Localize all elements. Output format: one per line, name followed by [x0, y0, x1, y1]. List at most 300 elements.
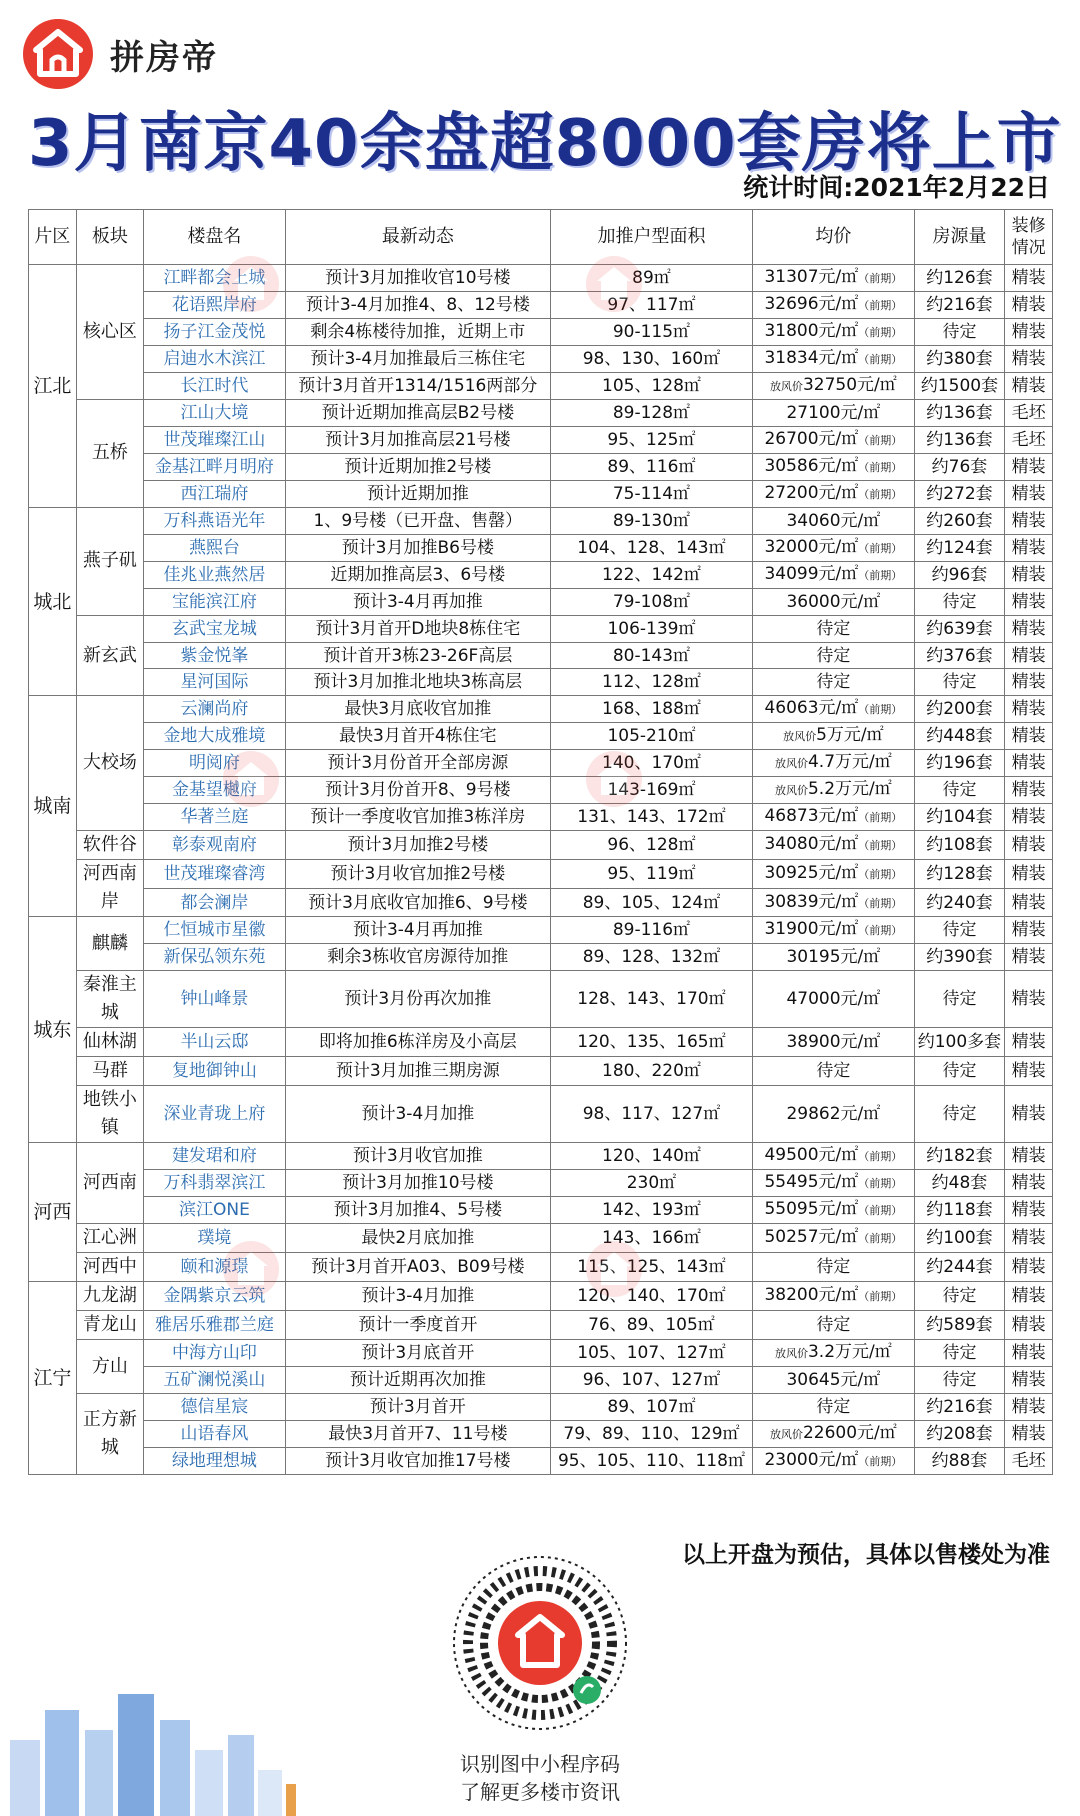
table-row: [29, 750, 1053, 777]
area-cell: 105、128㎡: [550, 373, 752, 400]
price-cell: [753, 1170, 915, 1197]
area-cell: 112、128㎡: [550, 669, 752, 696]
quantity-cell: 约200套: [914, 696, 1005, 723]
decoration-cell: 精装: [1005, 1197, 1053, 1224]
news-cell: 预计3月份首开8、9号楼: [285, 777, 550, 804]
table-row: [29, 265, 1053, 292]
block-cell: 方山: [76, 1340, 143, 1394]
news-cell: 即将加推6栋洋房及小高层: [285, 1028, 550, 1057]
price-cell: [753, 534, 915, 561]
price-value: 待定: [816, 1315, 851, 1336]
decoration-cell: 精装: [1005, 944, 1053, 971]
property-name-cell: 半山云邸: [144, 1028, 286, 1057]
price-value: 32000元/㎡: [764, 536, 859, 557]
block-cell: 大校场: [76, 696, 143, 831]
price-value: 待定: [816, 645, 851, 666]
price-value: 5.2万元/㎡: [807, 779, 892, 800]
price-value: 36000元/㎡: [786, 591, 881, 612]
price-cell: [753, 917, 915, 944]
table-row: [29, 534, 1053, 561]
area-cell: 95、119㎡: [550, 860, 752, 889]
decoration-cell: 精装: [1005, 373, 1053, 400]
news-cell: 最快2月底加推: [285, 1224, 550, 1253]
table-row: [29, 1028, 1053, 1057]
quantity-cell: 待定: [914, 588, 1005, 615]
block-cell: 软件谷: [76, 831, 143, 860]
decoration-cell: 精装: [1005, 1421, 1053, 1448]
quantity-cell: 约96套: [914, 561, 1005, 588]
table-row: [29, 1057, 1053, 1086]
district-cell: 城南: [29, 696, 77, 917]
news-cell: 预计一季度首开: [285, 1311, 550, 1340]
property-name-cell: 滨江ONE: [144, 1197, 286, 1224]
quantity-cell: 待定: [914, 917, 1005, 944]
decoration-cell: 精装: [1005, 1170, 1053, 1197]
decoration-cell: 精装: [1005, 971, 1053, 1028]
area-cell: 143-169㎡: [550, 777, 752, 804]
table-row: [29, 860, 1053, 889]
quantity-cell: 约136套: [914, 400, 1005, 427]
quantity-cell: 约108套: [914, 831, 1005, 860]
quantity-cell: 约196套: [914, 750, 1005, 777]
news-cell: 预计3月收官加推: [285, 1143, 550, 1170]
property-name-cell: 万科翡翠滨江: [144, 1170, 286, 1197]
price-value: 49500元/㎡: [764, 1145, 859, 1166]
decoration-cell: 精装: [1005, 1253, 1053, 1282]
news-cell: 预计3-4月再加推: [285, 917, 550, 944]
decoration-cell: 精装: [1005, 319, 1053, 346]
news-cell: 最快3月首开4栋住宅: [285, 723, 550, 750]
block-cell: 麒麟: [76, 917, 143, 971]
property-name-cell: 华著兰庭: [144, 804, 286, 831]
price-cell: [753, 480, 915, 507]
decoration-cell: 精装: [1005, 507, 1053, 534]
decoration-cell: 精装: [1005, 534, 1053, 561]
price-value: 待定: [816, 1257, 851, 1278]
price-note: （前期）: [858, 1232, 903, 1246]
price-cell: [753, 804, 915, 831]
quantity-cell: 约182套: [914, 1143, 1005, 1170]
table-row: [29, 777, 1053, 804]
area-cell: 95、125㎡: [550, 426, 752, 453]
price-value: 3.2万元/㎡: [807, 1342, 892, 1363]
price-cell: [753, 1448, 915, 1475]
price-cell: [753, 453, 915, 480]
table-row: [29, 426, 1053, 453]
property-name-cell: 金隅紫京云筑: [144, 1282, 286, 1311]
quantity-cell: 约124套: [914, 534, 1005, 561]
area-cell: 131、143、172㎡: [550, 804, 752, 831]
decoration-cell: 精装: [1005, 561, 1053, 588]
price-value: 47000元/㎡: [786, 989, 881, 1010]
page-title: 3月南京40余盘超8000套房将上市: [28, 107, 1062, 181]
decoration-cell: 精装: [1005, 453, 1053, 480]
decoration-cell: 精装: [1005, 292, 1053, 319]
table-row: [29, 1367, 1053, 1394]
price-cell: [753, 723, 915, 750]
price-value: 4.7万元/㎡: [807, 752, 892, 773]
price-value: 31307元/㎡: [764, 267, 859, 287]
price-cell: [753, 426, 915, 453]
qr-caption-1: 识别图中小程序码: [460, 1752, 620, 1776]
news-cell: 预计近期加推高层B2号楼: [285, 400, 550, 427]
price-value: 待定: [816, 1397, 851, 1418]
price-note: （前期）: [858, 568, 903, 582]
decoration-cell: 精装: [1005, 265, 1053, 292]
block-cell: 河西南岸: [76, 860, 143, 917]
quantity-cell: 约244套: [914, 1253, 1005, 1282]
table-row: [29, 1253, 1053, 1282]
price-cell: [753, 346, 915, 373]
decoration-cell: 精装: [1005, 804, 1053, 831]
table-row: [29, 696, 1053, 723]
table-row: [29, 831, 1053, 860]
quantity-cell: 约208套: [914, 1421, 1005, 1448]
price-note: （前期）: [858, 299, 903, 312]
news-cell: 预计3月份再次加推: [285, 971, 550, 1028]
news-cell: 预计3月首开1314/1516两部分: [285, 373, 550, 400]
price-cell: [753, 561, 915, 588]
price-value: 27200元/㎡: [764, 482, 859, 503]
watermark-house-icon: [222, 750, 280, 808]
news-cell: 预计3-4月加推最后三栋住宅: [285, 346, 550, 373]
district-cell: 城北: [29, 507, 77, 695]
quantity-cell: 约272套: [914, 480, 1005, 507]
area-cell: 98、130、160㎡: [550, 346, 752, 373]
price-value: 46873元/㎡: [764, 806, 859, 827]
area-cell: 80-143㎡: [550, 642, 752, 669]
property-name-cell: 建发珺和府: [144, 1143, 286, 1170]
property-name-cell: 宝能滨江府: [144, 588, 286, 615]
table-row: [29, 1282, 1053, 1311]
price-cell: [753, 1086, 915, 1143]
decoration-cell: 精装: [1005, 669, 1053, 696]
news-cell: 预计3月首开D地块8栋住宅: [285, 615, 550, 642]
area-cell: 120、140、170㎡: [550, 1282, 752, 1311]
property-name-cell: 世茂璀璨江山: [144, 426, 286, 453]
area-cell: 79-108㎡: [550, 588, 752, 615]
news-cell: 预计3月收官加推17号楼: [285, 1448, 550, 1475]
decoration-cell: 毛坯: [1005, 426, 1053, 453]
property-name-cell: 金基望樾府: [144, 777, 286, 804]
block-cell: 青龙山: [76, 1311, 143, 1340]
price-cell: [753, 860, 915, 889]
property-name-cell: 金地大成雅境: [144, 723, 286, 750]
property-name-cell: 紫金悦峯: [144, 642, 286, 669]
mini-program-qr-icon[interactable]: [452, 1555, 628, 1731]
price-value: 待定: [816, 672, 851, 693]
property-name-cell: 云澜尚府: [144, 696, 286, 723]
property-name-cell: 长江时代: [144, 373, 286, 400]
price-value: 23000元/㎡: [764, 1450, 859, 1471]
price-note: （前期）: [858, 868, 903, 882]
decoration-cell: 精装: [1005, 1057, 1053, 1086]
price-note: （前期）: [858, 433, 903, 447]
table-row: [29, 480, 1053, 507]
block-cell: 燕子矶: [76, 507, 143, 615]
price-value: 31900元/㎡: [764, 919, 859, 940]
news-cell: 预计一季度收官加推3栋洋房: [285, 804, 550, 831]
price-prefix: 放风价: [769, 1428, 803, 1442]
price-cell: [753, 1367, 915, 1394]
price-cell: [753, 642, 915, 669]
col-header-qty: 房源量: [914, 210, 1005, 265]
price-cell: [753, 971, 915, 1028]
news-cell: 预计3月加推高层21号楼: [285, 426, 550, 453]
table-row: [29, 1421, 1053, 1448]
property-name-cell: 启迪水木滨江: [144, 346, 286, 373]
price-value: 待定: [816, 1061, 851, 1082]
property-name-cell: 深业青珑上府: [144, 1086, 286, 1143]
price-prefix: 放风价: [774, 1347, 808, 1361]
table-row: [29, 588, 1053, 615]
area-cell: 97、117㎡: [550, 292, 752, 319]
price-value: 30839元/㎡: [764, 891, 859, 912]
quantity-cell: 约88套: [914, 1448, 1005, 1475]
watermark-house-icon: [585, 255, 643, 313]
news-cell: 近期加推高层3、6号楼: [285, 561, 550, 588]
area-cell: 180、220㎡: [550, 1057, 752, 1086]
quantity-cell: 约76套: [914, 453, 1005, 480]
property-name-cell: 雅居乐雅郡兰庭: [144, 1311, 286, 1340]
price-note: （前期）: [858, 1150, 903, 1164]
table-row: [29, 319, 1053, 346]
price-cell: [753, 1421, 915, 1448]
price-cell: [753, 1253, 915, 1282]
watermark-house-icon: [222, 1240, 280, 1298]
area-cell: 95、105、110、118㎡: [550, 1448, 752, 1475]
property-name-cell: 金基江畔月明府: [144, 453, 286, 480]
price-note: （前期）: [858, 1290, 903, 1304]
news-cell: 预计3-4月加推4、8、12号楼: [285, 292, 550, 319]
disclaimer-note: 以上开盘为预估，具体以售楼处为准: [682, 1542, 1050, 1568]
news-cell: 预计首开3栋23-26F高层: [285, 642, 550, 669]
decoration-cell: 精装: [1005, 1311, 1053, 1340]
price-value: 38200元/㎡: [764, 1285, 859, 1306]
house-logo-icon: [22, 18, 94, 90]
price-cell: [753, 669, 915, 696]
price-cell: [753, 319, 915, 346]
quantity-cell: 约390套: [914, 944, 1005, 971]
col-header-deco: 装修情况: [1005, 210, 1053, 265]
area-cell: 98、117、127㎡: [550, 1086, 752, 1143]
news-cell: 预计3月加推B6号楼: [285, 534, 550, 561]
col-header-block: 板块: [76, 210, 143, 265]
quantity-cell: 约376套: [914, 642, 1005, 669]
area-cell: 230㎡: [550, 1170, 752, 1197]
property-name-cell: 明阅府: [144, 750, 286, 777]
quantity-cell: 约118套: [914, 1197, 1005, 1224]
block-cell: 秦淮主城: [76, 971, 143, 1028]
property-name-cell: 佳兆业燕然居: [144, 561, 286, 588]
block-cell: 仙林湖: [76, 1028, 143, 1057]
price-value: 29862元/㎡: [786, 1104, 881, 1125]
news-cell: 预计3-4月再加推: [285, 588, 550, 615]
price-cell: [753, 1028, 915, 1057]
property-name-cell: 复地御钟山: [144, 1057, 286, 1086]
col-header-area: 加推户型面积: [550, 210, 752, 265]
decoration-cell: 精装: [1005, 1143, 1053, 1170]
quantity-cell: 约639套: [914, 615, 1005, 642]
property-name-cell: 中海方山印: [144, 1340, 286, 1367]
news-cell: 预计3月加推4、5号楼: [285, 1197, 550, 1224]
property-name-cell: 都会澜岸: [144, 888, 286, 917]
news-cell: 剩余3栋收官房源待加推: [285, 944, 550, 971]
price-value: 27100元/㎡: [786, 402, 881, 423]
quantity-cell: 约260套: [914, 507, 1005, 534]
decoration-cell: 精装: [1005, 642, 1053, 669]
table-row: [29, 642, 1053, 669]
price-cell: [753, 373, 915, 400]
quantity-cell: 约589套: [914, 1311, 1005, 1340]
watermark-house-icon: [585, 1240, 643, 1298]
news-cell: 预计3月首开: [285, 1394, 550, 1421]
price-note: （前期）: [858, 896, 903, 910]
property-name-cell: 山语春风: [144, 1421, 286, 1448]
price-cell: [753, 944, 915, 971]
area-cell: 104、128、143㎡: [550, 534, 752, 561]
property-name-cell: 钟山峰景: [144, 971, 286, 1028]
city-skyline-icon: [0, 1680, 360, 1816]
area-cell: 128、143、170㎡: [550, 971, 752, 1028]
district-cell: 江宁: [29, 1282, 77, 1475]
price-note: （前期）: [858, 924, 903, 938]
price-cell: [753, 696, 915, 723]
property-name-cell: 世茂璀璨睿湾: [144, 860, 286, 889]
property-name-cell: 万科燕语光年: [144, 507, 286, 534]
table-row: [29, 1086, 1053, 1143]
page-header: [0, 0, 1080, 205]
area-cell: 106-139㎡: [550, 615, 752, 642]
table-header-row: [29, 210, 1053, 265]
area-cell: 115、125、143㎡: [550, 1253, 752, 1282]
quantity-cell: 约380套: [914, 346, 1005, 373]
table-row: [29, 1311, 1053, 1340]
property-name-cell: 五矿澜悦溪山: [144, 1367, 286, 1394]
area-cell: 89、105、124㎡: [550, 888, 752, 917]
area-cell: 96、128㎡: [550, 831, 752, 860]
news-cell: 预计3月底首开: [285, 1340, 550, 1367]
area-cell: 89-116㎡: [550, 917, 752, 944]
block-cell: 河西南: [76, 1143, 143, 1224]
price-note: （前期）: [858, 541, 903, 555]
price-value: 34099元/㎡: [764, 563, 859, 584]
district-cell: 江北: [29, 265, 77, 508]
news-cell: 预计3月份首开全部房源: [285, 750, 550, 777]
price-cell: [753, 507, 915, 534]
price-cell: [753, 588, 915, 615]
price-note: （前期）: [858, 487, 903, 501]
table-row: [29, 1394, 1053, 1421]
block-cell: 五桥: [76, 400, 143, 508]
news-cell: 预计3月加推三期房源: [285, 1057, 550, 1086]
price-cell: [753, 292, 915, 319]
quantity-cell: 约100套: [914, 1224, 1005, 1253]
news-cell: 预计3月加推10号楼: [285, 1170, 550, 1197]
table-body: [29, 265, 1053, 1475]
table-row: [29, 1340, 1053, 1367]
table-row: [29, 1143, 1053, 1170]
table-row: [29, 1197, 1053, 1224]
price-note: （前期）: [858, 1204, 903, 1218]
price-cell: [753, 750, 915, 777]
quantity-cell: 待定: [914, 1340, 1005, 1367]
price-value: 5万元/㎡: [816, 725, 884, 746]
district-cell: 河西: [29, 1143, 77, 1282]
price-cell: [753, 1340, 915, 1367]
property-name-cell: 西江瑞府: [144, 480, 286, 507]
table-row: [29, 507, 1053, 534]
district-cell: 城东: [29, 917, 77, 1143]
decoration-cell: 精装: [1005, 1028, 1053, 1057]
news-cell: 预计近期再次加推: [285, 1367, 550, 1394]
news-cell: 预计近期加推: [285, 480, 550, 507]
news-cell: 1、9号楼（已开盘、售罄）: [285, 507, 550, 534]
area-cell: 89㎡: [550, 265, 752, 292]
news-cell: 预计近期加推2号楼: [285, 453, 550, 480]
table-row: [29, 346, 1053, 373]
price-value: 55495元/㎡: [764, 1172, 859, 1193]
housing-table: [28, 209, 1053, 1475]
price-value: 30586元/㎡: [764, 455, 859, 476]
price-note: （前期）: [858, 1455, 903, 1469]
quantity-cell: 待定: [914, 1282, 1005, 1311]
quantity-cell: 约128套: [914, 860, 1005, 889]
decoration-cell: 精装: [1005, 1367, 1053, 1394]
stat-time: 统计时间:2021年2月22日: [743, 173, 1050, 202]
decoration-cell: 精装: [1005, 480, 1053, 507]
decoration-cell: 精装: [1005, 888, 1053, 917]
price-value: 50257元/㎡: [764, 1227, 859, 1248]
price-note: （前期）: [858, 460, 903, 474]
block-cell: 河西中: [76, 1253, 143, 1282]
price-note: （前期）: [858, 811, 903, 825]
price-cell: [753, 1311, 915, 1340]
news-cell: 预计3月加推2号楼: [285, 831, 550, 860]
area-cell: 168、188㎡: [550, 696, 752, 723]
area-cell: 89、107㎡: [550, 1394, 752, 1421]
quantity-cell: 约136套: [914, 426, 1005, 453]
news-cell: 最快3月首开7、11号楼: [285, 1421, 550, 1448]
price-cell: [753, 831, 915, 860]
decoration-cell: 精装: [1005, 696, 1053, 723]
price-value: 30195元/㎡: [786, 947, 881, 968]
block-cell: 江心洲: [76, 1224, 143, 1253]
block-cell: 核心区: [76, 265, 143, 400]
decoration-cell: 精装: [1005, 723, 1053, 750]
block-cell: 九龙湖: [76, 1282, 143, 1311]
quantity-cell: 待定: [914, 319, 1005, 346]
price-cell: [753, 1197, 915, 1224]
price-note: （前期）: [858, 272, 903, 285]
area-cell: 143、166㎡: [550, 1224, 752, 1253]
quantity-cell: 待定: [914, 1057, 1005, 1086]
price-cell: [753, 265, 915, 292]
price-note: （前期）: [858, 839, 903, 853]
quantity-cell: 约100多套: [914, 1028, 1005, 1057]
quantity-cell: 待定: [914, 971, 1005, 1028]
price-note: （前期）: [858, 1177, 903, 1191]
price-prefix: 放风价: [774, 757, 808, 771]
price-value: 26700元/㎡: [764, 428, 859, 449]
quantity-cell: 约216套: [914, 292, 1005, 319]
decoration-cell: 精装: [1005, 917, 1053, 944]
price-cell: [753, 1143, 915, 1170]
table-row: [29, 453, 1053, 480]
decoration-cell: 精装: [1005, 346, 1053, 373]
quantity-cell: 待定: [914, 1367, 1005, 1394]
area-cell: 89-130㎡: [550, 507, 752, 534]
